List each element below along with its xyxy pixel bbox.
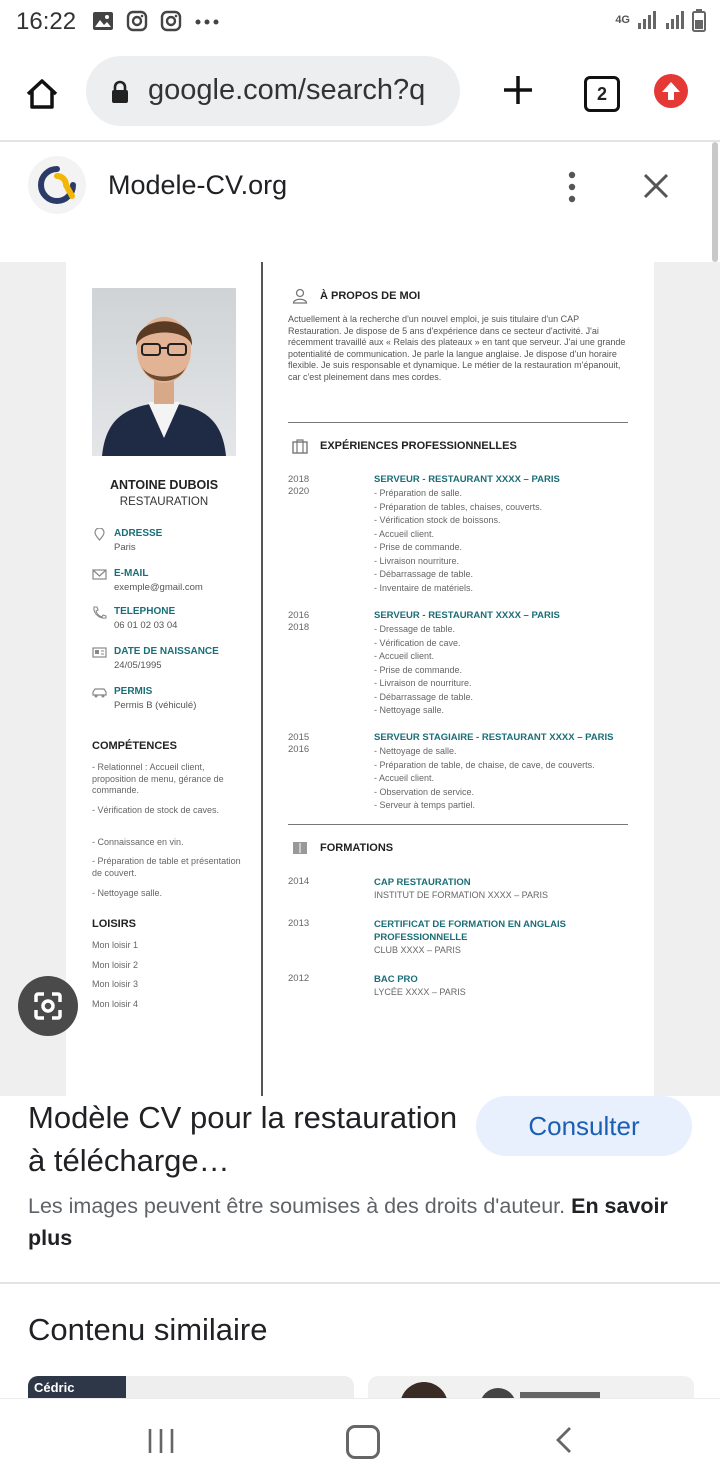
experience-job-title: SERVEUR - RESTAURANT XXXX – PARIS: [374, 610, 560, 621]
update-button[interactable]: [654, 74, 688, 108]
car-icon: [92, 686, 107, 699]
formation-year: 2013: [288, 918, 310, 929]
close-icon[interactable]: [638, 168, 674, 204]
instagram-icon: [160, 10, 182, 32]
more-dots-icon: [194, 10, 220, 32]
lock-icon: [110, 80, 130, 104]
tab-switcher-button[interactable]: [584, 76, 620, 112]
location-icon: [92, 528, 107, 541]
hobby-item: Mon loisir 4: [92, 999, 139, 1009]
cv-job-title: RESTAURATION: [119, 496, 209, 508]
url-bar[interactable]: [86, 56, 460, 126]
experience-years: 2016 2018: [288, 610, 310, 633]
new-tab-icon[interactable]: [498, 70, 538, 110]
hobby-item: Mon loisir 2: [92, 960, 139, 970]
signal-icon: [636, 9, 658, 31]
skill-item: - Nettoyage salle.: [92, 888, 163, 898]
scrollbar[interactable]: [712, 142, 718, 262]
browser-toolbar: [0, 52, 720, 132]
tab-count: 2: [596, 83, 607, 104]
consult-button[interactable]: [476, 1096, 692, 1156]
formation-title: BAC PRO: [374, 974, 418, 985]
contact-value: Paris: [114, 542, 136, 553]
id-card-icon: [92, 646, 107, 659]
url-text: google.com/search?q: [148, 74, 426, 106]
experience-job-title: SERVEUR STAGIAIRE - RESTAURANT XXXX – PARIS: [374, 732, 614, 743]
hobby-item: Mon loisir 1: [92, 940, 139, 950]
user-icon: [292, 288, 308, 304]
contact-value: 24/05/1995: [114, 660, 162, 671]
cv-column-divider: [261, 262, 263, 1096]
skill-item: - Relationnel : Accueil client, proposition de menu, gérance de commande.: [92, 762, 224, 795]
contact-value: exemple@gmail.com: [114, 582, 203, 593]
consult-label: Consulter: [528, 1110, 640, 1141]
site-logo[interactable]: [28, 156, 86, 214]
formation-year: 2014: [288, 876, 310, 887]
contact-label: E-MAIL: [114, 568, 149, 579]
similar-content-title: Contenu similaire: [28, 1312, 268, 1347]
recent-apps-icon[interactable]: [146, 1427, 176, 1455]
section-divider: [288, 422, 628, 423]
formation-school: LYCÉE XXXX – PARIS: [374, 987, 466, 997]
network-type: 4G: [615, 13, 630, 26]
mail-icon: [92, 568, 107, 581]
status-right: [615, 8, 706, 32]
google-lens-button[interactable]: [18, 976, 78, 1036]
system-nav-bar: [0, 1398, 720, 1481]
briefcase-icon: [292, 438, 308, 454]
phone-icon: [92, 606, 107, 619]
result-title[interactable]: Modèle CV pour la restauration à télécharge…: [28, 1100, 458, 1178]
more-options-icon[interactable]: [560, 170, 584, 204]
battery-icon: [692, 8, 706, 32]
notification-icons: [92, 10, 220, 32]
copyright-text: Les images peuvent être soumises à des droits d'auteur.: [28, 1194, 572, 1218]
status-time: 16:22: [16, 8, 77, 35]
person-photo: [92, 288, 236, 456]
hobby-item: Mon loisir 3: [92, 979, 139, 989]
formations-title: FORMATIONS: [320, 842, 394, 854]
copyright-notice: [28, 1190, 688, 1254]
home-nav-button[interactable]: [346, 1425, 380, 1459]
hobbies-title: LOISIRS: [92, 918, 137, 930]
experience-title: EXPÉRIENCES PROFESSIONNELLES: [320, 440, 517, 452]
experience-tasks: - Nettoyage de salle. - Préparation de table, de chaise, de cave, de couverts. - Accueil client. - Observation de service. - Serveur à temps partiel.: [374, 746, 595, 810]
contact-value: Permis B (véhiculé): [114, 700, 197, 711]
skills-title: COMPÉTENCES: [92, 740, 177, 752]
skill-item: - Préparation de table et présentation de couvert.: [92, 856, 241, 878]
skill-item: - Vérification de stock de caves.: [92, 805, 220, 815]
skill-item: - Connaissance en vin.: [92, 837, 184, 847]
experience-tasks: - Dressage de table. - Vérification de cave. - Accueil client. - Prise de commande. - Livraison de nourriture. - Débarrassage de table. - Nettoyage salle.: [374, 624, 474, 715]
site-logo-icon: [28, 156, 86, 214]
learn-more-link[interactable]: En savoir plus: [28, 1194, 668, 1250]
similar-thumbnail[interactable]: [28, 1376, 354, 1398]
cv-name: ANTOINE DUBOIS: [109, 478, 219, 492]
thumbnail-avatars: [368, 1376, 694, 1398]
lens-icon: [18, 976, 78, 1036]
source-header: [0, 142, 720, 232]
experience-tasks: - Préparation de salle. - Préparation de tables, chaises, couverts. - Vérification stock de boissons. - Accueil client. - Prise de commande. - Livraison nourriture. - Débarrassage de table. - Inventaire de matériels.: [374, 488, 543, 593]
instagram-icon: [126, 10, 148, 32]
experience-job-title: SERVEUR - RESTAURANT XXXX – PARIS: [374, 474, 560, 485]
experience-years: 2018 2020: [288, 474, 310, 497]
about-title: À PROPOS DE MOI: [320, 290, 421, 302]
thumbnail-label: Cédric: [34, 1380, 75, 1395]
back-icon[interactable]: [552, 1425, 576, 1455]
formation-title: CAP RESTAURATION: [374, 877, 471, 888]
contact-label: DATE DE NAISSANCE: [114, 646, 219, 657]
section-divider: [0, 1282, 720, 1284]
contact-label: TELEPHONE: [114, 606, 176, 617]
formation-school: CLUB XXXX – PARIS: [374, 945, 461, 955]
formation-title: CERTIFICAT DE FORMATION EN ANGLAIS PROFESSIONNELLE: [374, 919, 566, 943]
contact-value: 06 01 02 03 04: [114, 620, 178, 631]
source-name[interactable]: Modele-CV.org: [108, 170, 288, 200]
arrow-up-icon: [654, 74, 688, 108]
formation-school: INSTITUT DE FORMATION XXXX – PARIS: [374, 890, 549, 900]
home-icon[interactable]: [22, 74, 62, 114]
cv-preview-image[interactable]: [66, 262, 654, 1096]
section-divider: [288, 824, 628, 825]
book-icon: [292, 840, 308, 856]
cv-photo: [92, 288, 236, 456]
contact-label: ADRESSE: [114, 528, 163, 539]
about-text: Actuellement à la recherche d'un nouvel emploi, je suis titulaire d'un CAP Restauration. Je dispose de 5 ans d'expérience dans ce secteur d'activité. J'ai récemment travaillé aux « Relais des plateaux » en tant que serveur. J'ai une grande potentialité de communication. Je parle la langue anglaise. Je dispose d'un horaire flexible. Je suis responsable et dynamique. Le métier de la restauration m'épanouit, car c'est pleinement dans mes cordes.: [288, 314, 626, 382]
formation-year: 2012: [288, 973, 310, 984]
image-icon: [92, 11, 114, 31]
status-bar: [0, 0, 720, 44]
experience-years: 2015 2016: [288, 732, 310, 755]
signal-icon: [664, 9, 686, 31]
similar-thumbnail[interactable]: [368, 1376, 694, 1398]
contact-label: PERMIS: [114, 686, 153, 697]
